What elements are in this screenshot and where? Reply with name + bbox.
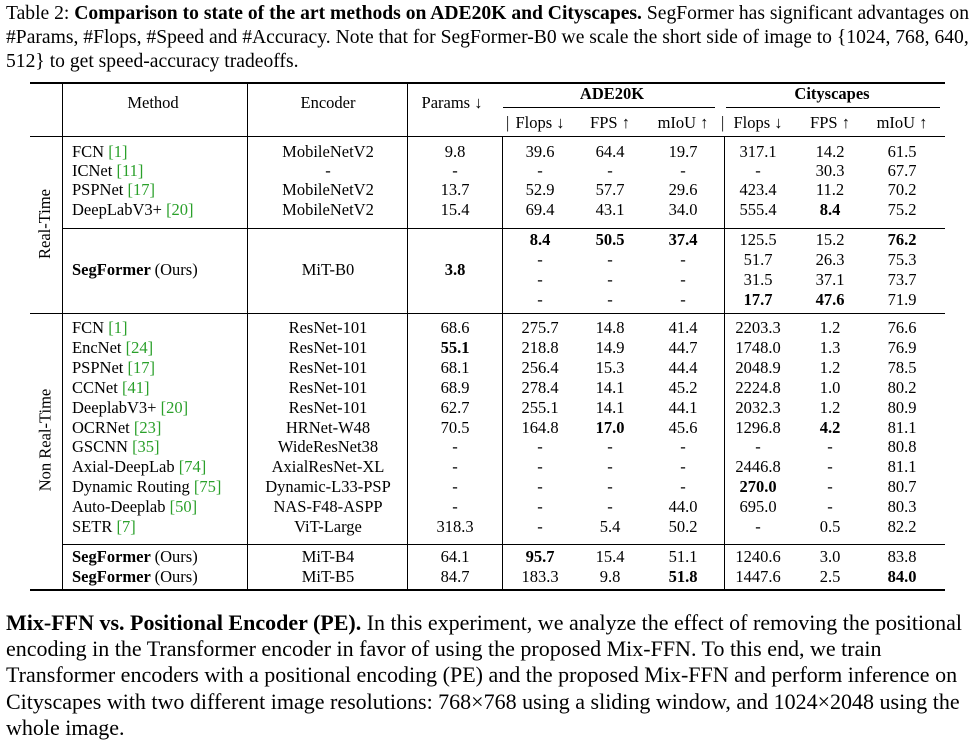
metric-af: - [537,250,543,269]
citation: [24] [125,337,154,357]
metric-cm: 61.5 [887,142,917,161]
method-name [72,200,194,220]
method-label: OCRNet [72,417,134,437]
metric-cm: 80.7 [887,477,917,497]
citation: [1] [108,318,128,337]
metric-cfps: 1.3 [819,337,841,357]
method-label: SETR [72,517,117,536]
metric-afps: 50.5 [595,230,625,249]
metric-cf: - [755,437,761,457]
header-separator: | [506,113,510,132]
metric-am: 51.1 [668,547,698,566]
method-label: SegFormer [72,260,155,279]
params-cell: 318.3 [436,517,474,536]
metric-af: - [537,517,543,536]
metric-afps: 64.4 [595,142,625,161]
metric-af: 256.4 [521,357,559,377]
method-label: PSPNet [72,180,128,199]
metric-cfps: 30.3 [815,161,845,180]
metric-cf: 1240.6 [735,547,781,566]
header-separator: | [721,113,725,132]
metric-af: - [537,497,543,517]
encoder-cell: Dynamic-L33-PSP [265,477,391,497]
params-cell: 62.7 [440,397,470,417]
encoder-cell: MiT-B5 [301,567,355,586]
ours-suffix: (Ours) [154,567,198,586]
metric-afps: - [607,437,613,457]
metric-cf: - [755,161,761,180]
metric-afps: 15.4 [595,547,625,566]
metric-cf: - [755,517,761,536]
table-rule [62,544,945,545]
group-label: Non Real-Time [34,388,54,492]
encoder-cell: NAS-F48-ASPP [273,497,383,517]
encoder-cell: - [325,161,331,180]
metric-af: 278.4 [521,377,559,397]
metric-afps: - [607,457,613,477]
metric-afps: 14.9 [595,337,625,357]
metric-cf: 2048.9 [735,357,781,377]
metric-am: 41.4 [668,318,698,337]
metric-afps: - [607,250,613,269]
params-cell: 68.6 [440,318,470,337]
metric-cm: 70.2 [887,180,917,199]
metric-cm: 75.3 [887,250,917,269]
metric-af: 218.8 [521,337,559,357]
citation: [7] [116,517,136,536]
method-name [72,567,198,587]
params-cell: 84.7 [440,567,470,586]
metric-am: - [680,161,686,180]
metric-af: 52.9 [525,180,555,199]
params-cell: 3.8 [444,260,466,279]
method-label: Axial-DeepLab [72,457,179,477]
encoder-cell: MobileNetV2 [282,200,374,219]
method-label: DeepLabV3+ [72,200,167,219]
citation: [35] [132,437,160,457]
encoder-cell: AxialResNet-XL [271,457,385,477]
metric-afps: 15.3 [595,357,625,377]
metric-cf: 31.5 [743,270,773,289]
metric-afps: 17.0 [595,417,625,437]
metric-afps: 43.1 [595,200,625,219]
encoder-cell: MobileNetV2 [282,180,374,199]
metric-af: - [537,290,543,309]
metric-cfps: - [827,497,833,517]
encoder-cell: ResNet-101 [288,377,368,397]
metric-am: 44.4 [668,357,698,377]
table-rule [503,107,715,108]
metric-cf: 695.0 [739,497,777,517]
header-subcolumn: mIoU ↑ [876,113,928,132]
encoder-cell: MiT-B0 [301,260,355,279]
method-name [72,358,155,378]
metric-af: - [537,477,543,497]
metric-cf: 51.7 [743,250,773,269]
metric-cfps: 47.6 [815,290,845,309]
encoder-cell: HRNet-W48 [285,417,371,437]
method-name [72,497,197,517]
method-name [72,517,136,537]
metric-cf: 2446.8 [735,457,781,477]
metric-afps: 14.1 [595,397,625,417]
header-cityscapes: Cityscapes [794,84,870,103]
citation: [23] [133,417,162,437]
method-label: SegFormer [72,547,155,566]
caption-body: SegFormer has significant advantages on #Params, #Flops, #Speed and #Accuracy. Note that for SegFormer-B0 we scale the short side of image to {1024, 768, 640, 512} to get speed-accuracy tradeoffs. [6,3,970,72]
metric-af: - [537,270,543,289]
method-label: SegFormer [72,567,155,586]
metric-cfps: 4.2 [819,417,841,437]
metric-cfps: 15.2 [815,230,845,249]
metric-cfps: 1.2 [819,357,841,377]
table-column-divider [247,84,248,590]
citation: [41] [121,377,150,397]
metric-cf: 555.4 [739,200,777,219]
citation: [17] [127,357,155,377]
method-name [72,457,206,477]
method-label: Auto-Deeplab [72,497,170,517]
citation: [20] [160,397,189,417]
metric-af: 95.7 [525,547,555,566]
header-params: Params ↓ [421,93,483,112]
metric-cfps: 2.5 [819,567,841,586]
params-cell: - [452,497,458,517]
metric-cfps: 11.2 [815,180,845,199]
metric-cm: 81.1 [887,417,917,437]
table-rule [30,313,945,314]
method-name [72,437,160,457]
citation: [75] [193,477,222,497]
metric-am: 51.8 [668,567,698,586]
section-paragraph [6,610,970,741]
metric-cf: 125.5 [739,230,777,249]
params-cell: - [452,477,458,497]
params-cell: 70.5 [440,417,470,437]
method-name [72,398,188,418]
metric-cm: 80.9 [887,397,917,417]
table-column-divider [502,136,503,590]
metric-cfps: 8.4 [819,200,841,219]
caption-title: Comparison to state of the art methods on ADE20K and Cityscapes. [74,3,642,24]
metric-am: - [680,290,686,309]
metric-afps: - [607,477,613,497]
encoder-cell: WideResNet38 [277,437,379,457]
table-column-divider [724,136,725,590]
params-cell: 55.1 [440,337,470,357]
metric-cf: 317.1 [739,142,777,161]
params-cell: - [452,457,458,477]
metric-cfps: 1.2 [819,397,841,417]
method-name [72,378,149,398]
metric-am: 44.0 [668,497,698,517]
header-ade20k: ADE20K [579,84,645,103]
ours-suffix: (Ours) [154,260,198,279]
header-encoder: Encoder [300,93,356,112]
paragraph-text: In this experiment, we analyze the effect of removing the positional encoding in the Transformer encoder in favor of using the proposed Mix-FFN. To this end, we train Transformer encoders with a positional encoding (PE) and the proposed Mix-FFN and perform inference on Cityscapes with two different image resolutions: 768×768 using a sliding window, and 1024×2048 using the whole image. [6,610,962,740]
metric-cfps: 0.5 [819,517,841,536]
method-label: CCNet [72,377,122,397]
method-name [72,477,221,497]
metric-am: 45.2 [668,377,698,397]
header-subcolumn: Flops ↓ [733,113,783,132]
header-subcolumn: mIoU ↑ [657,113,709,132]
metric-cm: 75.2 [887,200,917,219]
params-cell: - [452,437,458,457]
metric-af: - [537,437,543,457]
citation: [20] [166,200,194,219]
metric-cf: 2224.8 [735,377,781,397]
metric-am: 44.7 [668,337,698,357]
metric-afps: 57.7 [595,180,625,199]
metric-cf: 1447.6 [735,567,781,586]
metric-cm: 76.2 [887,230,917,249]
metric-cf: 2203.3 [735,318,781,337]
method-name [72,142,127,162]
table-caption [6,2,970,74]
metric-afps: - [607,161,613,180]
metric-afps: - [607,497,613,517]
method-name [72,318,127,338]
metric-am: - [680,250,686,269]
method-label: PSPNet [72,357,128,377]
metric-am: 34.0 [668,200,698,219]
metric-cf: 1748.0 [735,337,781,357]
metric-af: 164.8 [521,417,559,437]
params-cell: 9.8 [444,142,466,161]
method-label: GSCNN [72,437,133,457]
metric-am: 19.7 [668,142,698,161]
metric-cf: 1296.8 [735,417,781,437]
params-cell: - [452,161,458,180]
method-label: EncNet [72,337,126,357]
citation: [74] [178,457,207,477]
header-method: Method [127,93,179,112]
metric-cm: 82.2 [887,517,917,536]
metric-cfps: 14.2 [815,142,845,161]
metric-af: 69.4 [525,200,555,219]
metric-am: - [680,457,686,477]
table-rule [62,228,945,229]
method-label: DeeplabV3+ [72,397,161,417]
encoder-cell: MobileNetV2 [282,142,374,161]
method-label: ICNet [72,161,117,180]
method-label: FCN [72,318,109,337]
table-column-divider [407,84,408,590]
metric-cm: 67.7 [887,161,917,180]
header-subcolumn: FPS ↑ [810,113,850,132]
metric-cm: 80.8 [887,437,917,457]
metric-cm: 80.2 [887,377,917,397]
params-cell: 15.4 [440,200,470,219]
metric-cfps: - [827,437,833,457]
metric-af: - [537,161,543,180]
metric-cm: 83.8 [887,547,917,566]
metric-afps: 14.8 [595,318,625,337]
citation: [11] [116,161,144,180]
paragraph-heading: Mix-FFN vs. Positional Encoder (PE). [6,610,362,635]
citation: [50] [169,497,198,517]
method-label: Dynamic Routing [72,477,194,497]
metric-cm: 76.9 [887,337,917,357]
metric-cm: 84.0 [887,567,917,586]
metric-cm: 71.9 [887,290,917,309]
metric-af: 8.4 [529,230,551,249]
metric-cm: 80.3 [887,497,917,517]
metric-afps: - [607,290,613,309]
caption-label: Table 2: [6,3,70,24]
method-name [72,161,143,181]
metric-am: - [680,437,686,457]
metric-cm: 78.5 [887,357,917,377]
metric-am: 37.4 [668,230,698,249]
table-column-divider [62,84,63,590]
metric-afps: 14.1 [595,377,625,397]
metric-am: 50.2 [668,517,698,536]
metric-cm: 73.7 [887,270,917,289]
params-cell: 64.1 [440,547,470,566]
metric-af: 255.1 [521,397,559,417]
metric-am: - [680,270,686,289]
ours-suffix: (Ours) [154,547,198,566]
metric-cf: 270.0 [739,477,777,497]
method-label: FCN [72,142,109,161]
metric-cfps: 37.1 [815,270,845,289]
citation: [1] [108,142,128,161]
table-rule [726,107,940,108]
citation: [17] [127,180,155,199]
metric-cfps: 3.0 [819,547,841,566]
method-name [72,180,155,200]
metric-cfps: - [827,477,833,497]
metric-am: 29.6 [668,180,698,199]
metric-af: 183.3 [521,567,559,586]
metric-cf: 423.4 [739,180,777,199]
metric-am: 44.1 [668,397,698,417]
metric-am: - [680,477,686,497]
metric-af: 39.6 [525,142,555,161]
encoder-cell: ViT-Large [294,517,362,536]
encoder-cell: ResNet-101 [288,357,368,377]
metric-cf: 2032.3 [735,397,781,417]
metric-afps: - [607,270,613,289]
metric-afps: 5.4 [599,517,621,536]
params-cell: 68.9 [440,377,470,397]
method-name [72,260,198,280]
params-cell: 13.7 [440,180,470,199]
table-rule [30,589,945,591]
encoder-cell: ResNet-101 [288,318,368,337]
metric-cm: 81.1 [887,457,917,477]
params-cell: 68.1 [440,357,470,377]
table-rule [30,136,945,137]
encoder-cell: ResNet-101 [288,397,368,417]
metric-am: 45.6 [668,417,698,437]
metric-afps: 9.8 [599,567,621,586]
metric-cfps: 1.0 [819,377,841,397]
metric-cm: 76.6 [887,318,917,337]
header-subcolumn: FPS ↑ [590,113,630,132]
encoder-cell: ResNet-101 [288,337,368,357]
method-name [72,418,161,438]
metric-cf: 17.7 [743,290,773,309]
method-name [72,547,198,567]
metric-cfps: 26.3 [815,250,845,269]
metric-cfps: - [827,457,833,477]
header-subcolumn: Flops ↓ [515,113,565,132]
metric-cfps: 1.2 [819,318,841,337]
encoder-cell: MiT-B4 [301,547,355,566]
group-label: Real-Time [34,189,54,259]
metric-af: 275.7 [521,318,559,337]
metric-af: - [537,457,543,477]
method-name [72,338,153,358]
